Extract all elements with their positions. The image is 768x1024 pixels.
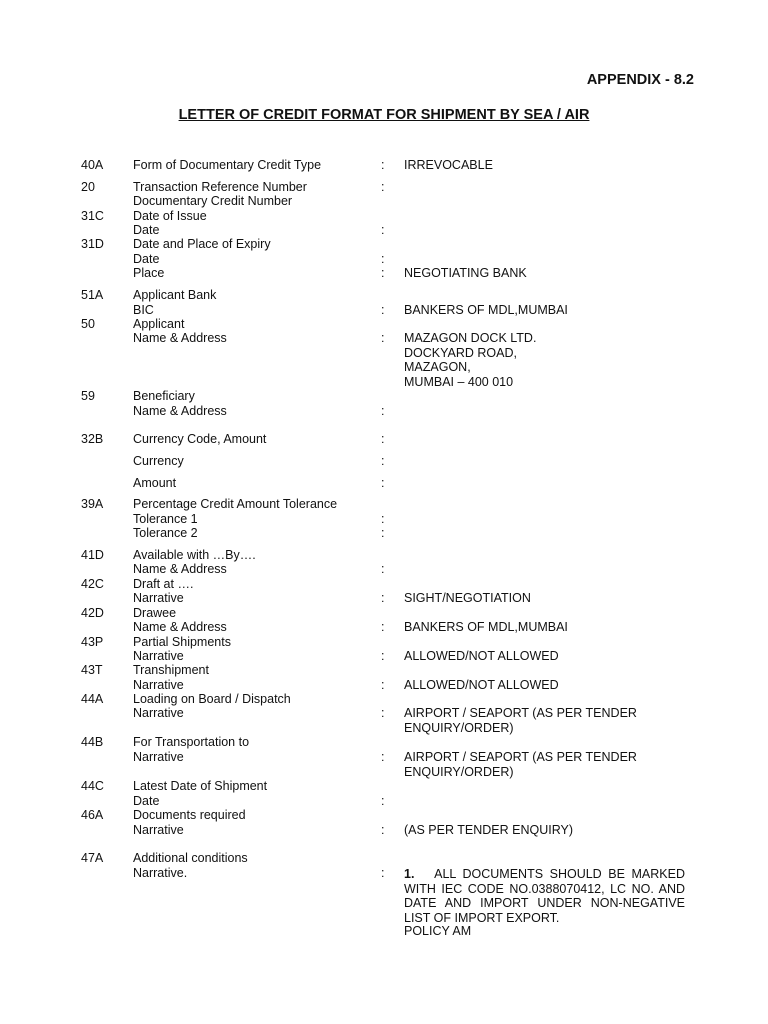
field-separator: :: [381, 678, 385, 692]
field-label: Transhipment: [133, 663, 209, 677]
field-separator: :: [381, 706, 385, 720]
field-value: AIRPORT / SEAPORT (AS PER TENDER: [404, 750, 637, 764]
document-title: LETTER OF CREDIT FORMAT FOR SHIPMENT BY SEA / AIR: [178, 107, 590, 123]
field-value: AIRPORT / SEAPORT (AS PER TENDER: [404, 706, 637, 720]
field-code: 42D: [81, 606, 104, 620]
field-label: Transaction Reference Number: [133, 180, 307, 194]
field-separator: :: [381, 591, 385, 605]
field-label: Date: [133, 252, 160, 266]
field-code: 31C: [81, 209, 104, 223]
field-label: Applicant Bank: [133, 288, 217, 302]
field-label: Drawee: [133, 606, 177, 620]
field-label: Date: [133, 794, 160, 808]
field-separator: :: [381, 303, 385, 317]
field-code: 47A: [81, 851, 104, 865]
field-label: Tolerance 1: [133, 512, 198, 526]
field-label: Narrative: [133, 678, 184, 692]
field-separator: :: [381, 823, 385, 837]
field-code: 32B: [81, 432, 104, 446]
appendix-number: APPENDIX - 8.2: [586, 72, 694, 88]
field-label: Currency Code, Amount: [133, 432, 267, 446]
field-separator: :: [381, 432, 385, 446]
field-label: For Transportation to: [133, 735, 250, 749]
field-separator: :: [381, 404, 385, 418]
field-code: 44C: [81, 779, 104, 793]
field-separator: :: [381, 223, 385, 237]
field-separator: :: [381, 750, 385, 764]
field-label: Percentage Credit Amount Tolerance: [133, 497, 338, 511]
field-value: MAZAGON DOCK LTD.: [404, 331, 537, 345]
field-code: 44B: [81, 735, 104, 749]
field-label: BIC: [133, 303, 154, 317]
field-label: Name & Address: [133, 562, 227, 576]
field-separator: :: [381, 266, 385, 280]
field-label: Amount: [133, 476, 177, 490]
field-value: ALLOWED/NOT ALLOWED: [404, 678, 559, 692]
field-code: 31D: [81, 237, 104, 251]
field-code: 20: [81, 180, 95, 194]
condition-last-line: POLICY AM: [404, 924, 472, 938]
field-value: IRREVOCABLE: [404, 158, 493, 172]
field-label: Available with …By….: [133, 548, 256, 562]
field-label: Narrative: [133, 649, 184, 663]
field-separator: :: [381, 180, 385, 194]
field-label: Draft at ….: [133, 577, 194, 591]
field-value: SIGHT/NEGOTIATION: [404, 591, 531, 605]
field-separator: :: [381, 476, 385, 490]
field-value: BANKERS OF MDL,MUMBAI: [404, 620, 568, 634]
field-value: ENQUIRY/ORDER): [404, 765, 514, 779]
field-code: 59: [81, 389, 95, 403]
field-label: Place: [133, 266, 165, 280]
field-code: 43P: [81, 635, 104, 649]
field-value: ALLOWED/NOT ALLOWED: [404, 649, 559, 663]
field-code: 43T: [81, 663, 103, 677]
field-separator: :: [381, 794, 385, 808]
field-label: Documentary Credit Number: [133, 194, 293, 208]
field-label: Documents required: [133, 808, 246, 822]
field-label: Narrative.: [133, 866, 188, 880]
field-label: Currency: [133, 454, 184, 468]
field-code: 42C: [81, 577, 104, 591]
field-label: Name & Address: [133, 404, 227, 418]
field-code: 40A: [81, 158, 104, 172]
field-value: MAZAGON,: [404, 360, 471, 374]
condition-number: 1.: [404, 867, 415, 881]
field-label: Date and Place of Expiry: [133, 237, 271, 251]
field-separator: :: [381, 526, 385, 540]
field-separator: :: [381, 512, 385, 526]
field-code: 50: [81, 317, 95, 331]
field-code: 39A: [81, 497, 104, 511]
field-label: Narrative: [133, 591, 184, 605]
field-label: Date of Issue: [133, 209, 207, 223]
field-label: Narrative: [133, 706, 184, 720]
field-value: BANKERS OF MDL,MUMBAI: [404, 303, 568, 317]
field-separator: :: [381, 562, 385, 576]
field-label: Loading on Board / Dispatch: [133, 692, 291, 706]
field-value: DOCKYARD ROAD,: [404, 346, 517, 360]
field-label: Partial Shipments: [133, 635, 231, 649]
additional-conditions-text: [404, 867, 685, 925]
field-label: Narrative: [133, 823, 184, 837]
field-label: Name & Address: [133, 620, 227, 634]
field-separator: :: [381, 158, 385, 172]
field-value: NEGOTIATING BANK: [404, 266, 527, 280]
field-label: Date: [133, 223, 160, 237]
field-label: Form of Documentary Credit Type: [133, 158, 322, 172]
field-value: MUMBAI – 400 010: [404, 375, 514, 389]
field-value: ENQUIRY/ORDER): [404, 721, 514, 735]
field-code: 44A: [81, 692, 104, 706]
field-separator: :: [381, 620, 385, 634]
condition-text: ALL DOCUMENTS SHOULD BE MARKED WITH IEC CODE NO.0388070412, LC NO. AND DATE AND IMPORT UNDER NON-NEGATIVE LIST OF IMPORT EXPORT.: [404, 867, 685, 925]
field-label: Beneficiary: [133, 389, 195, 403]
field-label: Tolerance 2: [133, 526, 198, 540]
field-label: Narrative: [133, 750, 184, 764]
field-separator: :: [381, 866, 385, 880]
field-label: Additional conditions: [133, 851, 248, 865]
field-separator: :: [381, 454, 385, 468]
field-code: 41D: [81, 548, 104, 562]
field-value: (AS PER TENDER ENQUIRY): [404, 823, 574, 837]
field-label: Name & Address: [133, 331, 227, 345]
field-label: Applicant: [133, 317, 185, 331]
field-code: 46A: [81, 808, 104, 822]
field-separator: :: [381, 331, 385, 345]
field-label: Latest Date of Shipment: [133, 779, 268, 793]
field-code: 51A: [81, 288, 104, 302]
field-separator: :: [381, 252, 385, 266]
field-separator: :: [381, 649, 385, 663]
